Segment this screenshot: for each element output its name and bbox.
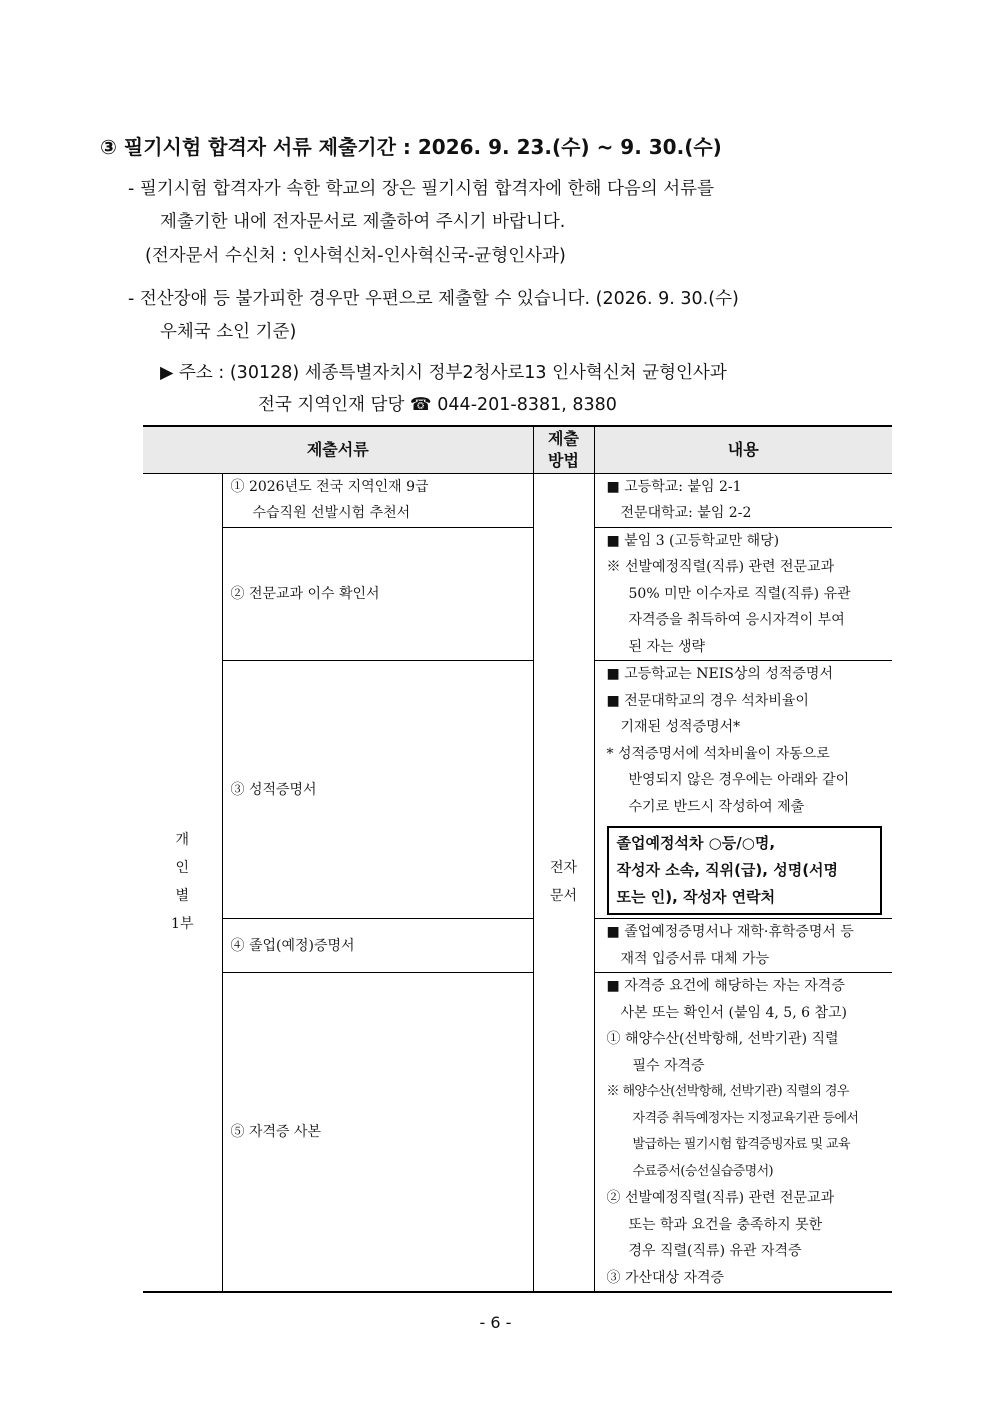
para2-line1: - 전산장애 등 불가피한 경우만 우편으로 제출할 수 있습니다. (2026. 9. 30.(수) [128, 289, 739, 309]
content-line: ■ 붙임 3 (고등학교만 해당) [606, 532, 780, 549]
box-line: 또는 인), 작성자 연락처 [616, 888, 776, 906]
content-line: 수료증서(승선실습증명서) [632, 1163, 773, 1179]
header-method-line1: 제출 [548, 428, 579, 448]
para1-line1: - 필기시험 합격자가 속한 학교의 장은 필기시험 합격자에 한해 다음의 서류를 [128, 179, 714, 199]
header-method [533, 426, 594, 473]
category-char-3: 별 [175, 888, 190, 905]
content-line: 발급하는 필기시험 합격증빙자료 및 교육 [632, 1137, 850, 1152]
content-line: 수기로 반드시 작성하여 제출 [628, 798, 805, 815]
doc-recommendation [222, 473, 533, 527]
doc-line: ① 2026년도 전국 지역인재 9급 [230, 479, 429, 495]
content-certificate [594, 973, 892, 1293]
content-line: ① 해양수산(선박항해, 선박기관) 직렬 [606, 1031, 839, 1047]
content-line: 된 자는 생략 [628, 638, 706, 655]
doc-transcript: ③ 성적증명서 [222, 661, 533, 919]
doc-certificate: ⑤ 자격증 사본 [222, 973, 533, 1293]
method-line1: 전자 [549, 860, 578, 877]
method-line2: 문서 [549, 888, 578, 905]
category-char-4: 1부 [171, 916, 194, 933]
content-line: ■ 전문대학교의 경우 석차비율이 [606, 692, 809, 709]
content-line: 전문대학교: 붙임 2-2 [620, 505, 752, 521]
content-line: 사본 또는 확인서 (붙임 4, 5, 6 참고) [620, 1004, 847, 1021]
doc-major-subject: ② 전문교과 이수 확인서 [222, 527, 533, 661]
rank-note-box [607, 826, 883, 915]
para1-line3: (전자문서 수신처 : 인사혁신처-인사혁신국-균형인사과) [145, 246, 566, 266]
content-line: ■ 고등학교는 NEIS상의 성적증명서 [606, 666, 833, 682]
content-major-subject [594, 527, 892, 661]
box-line: 졸업예정석차 ○등/○명, [616, 834, 776, 852]
content-line: * 성적증명서에 석차비율이 자동으로 [606, 745, 830, 762]
content-line: 또는 학과 요건을 충족하지 못한 [628, 1216, 823, 1233]
content-line: ※ 선발예정직렬(직류) 관련 전문교과 [606, 559, 835, 575]
content-transcript [594, 661, 892, 919]
content-line: ③ 가산대상 자격증 [606, 1269, 725, 1286]
content-line: 자격증 취득예정자는 지정교육기관 등에서 [632, 1110, 859, 1126]
header-content: 내용 [594, 426, 892, 473]
category-cell [143, 473, 222, 1292]
header-method-line2: 방법 [548, 450, 579, 470]
section-heading: ③ 필기시험 합격자 서류 제출기간 : 2026. 9. 23.(수) ~ 9. 30.(수) [100, 135, 722, 159]
content-line: 50% 미만 이수자로 직렬(직류) 유관 [628, 585, 851, 602]
method-cell [533, 473, 594, 1292]
address-line2: 전국 지역인재 담당 ☎ 044-201-8381, 8380 [258, 395, 617, 415]
content-line: ② 선발예정직렬(직류) 관련 전문교과 [606, 1190, 835, 1206]
category-char-2: 인 [175, 860, 190, 877]
content-line: 필수 자격증 [632, 1057, 705, 1074]
content-line: 자격증을 취득하여 응시자격이 부여 [628, 612, 845, 628]
content-graduation [594, 919, 892, 973]
content-line: ※ 해양수산(선박항해, 선박기관) 직렬의 경우 [606, 1084, 849, 1099]
content-line: ■ 고등학교: 붙임 2-1 [606, 478, 742, 495]
content-recommendation [594, 473, 892, 527]
content-line: 경우 직렬(직류) 유관 자격증 [628, 1243, 802, 1259]
content-line: 기재된 성적증명서* [620, 719, 741, 735]
doc-graduation: ④ 졸업(예정)증명서 [222, 919, 533, 973]
box-line: 작성자 소속, 직위(급), 성명(서명 [616, 861, 839, 879]
page-number: - 6 - [479, 1313, 512, 1332]
documents-table [143, 425, 892, 1293]
content-line: ■ 졸업예정증명서나 재학·휴학증명서 등 [606, 924, 854, 940]
para2-line2: 우체국 소인 기준) [160, 322, 297, 342]
address-line1: ▶ 주소 : (30128) 세종특별자치시 정부2청사로13 인사혁신처 균형인사과 [160, 363, 727, 383]
category-char-1: 개 [175, 832, 190, 849]
para1-line2: 제출기한 내에 전자문서로 제출하여 주시기 바랍니다. [160, 212, 566, 232]
content-line: 재적 입증서류 대체 가능 [620, 950, 770, 967]
content-line: 반영되지 않은 경우에는 아래와 같이 [628, 772, 850, 788]
header-docs: 제출서류 [143, 426, 533, 473]
doc-line: 수습직원 선발시험 추천서 [252, 505, 411, 521]
content-line: ■ 자격증 요건에 해당하는 자는 자격증 [606, 978, 845, 994]
